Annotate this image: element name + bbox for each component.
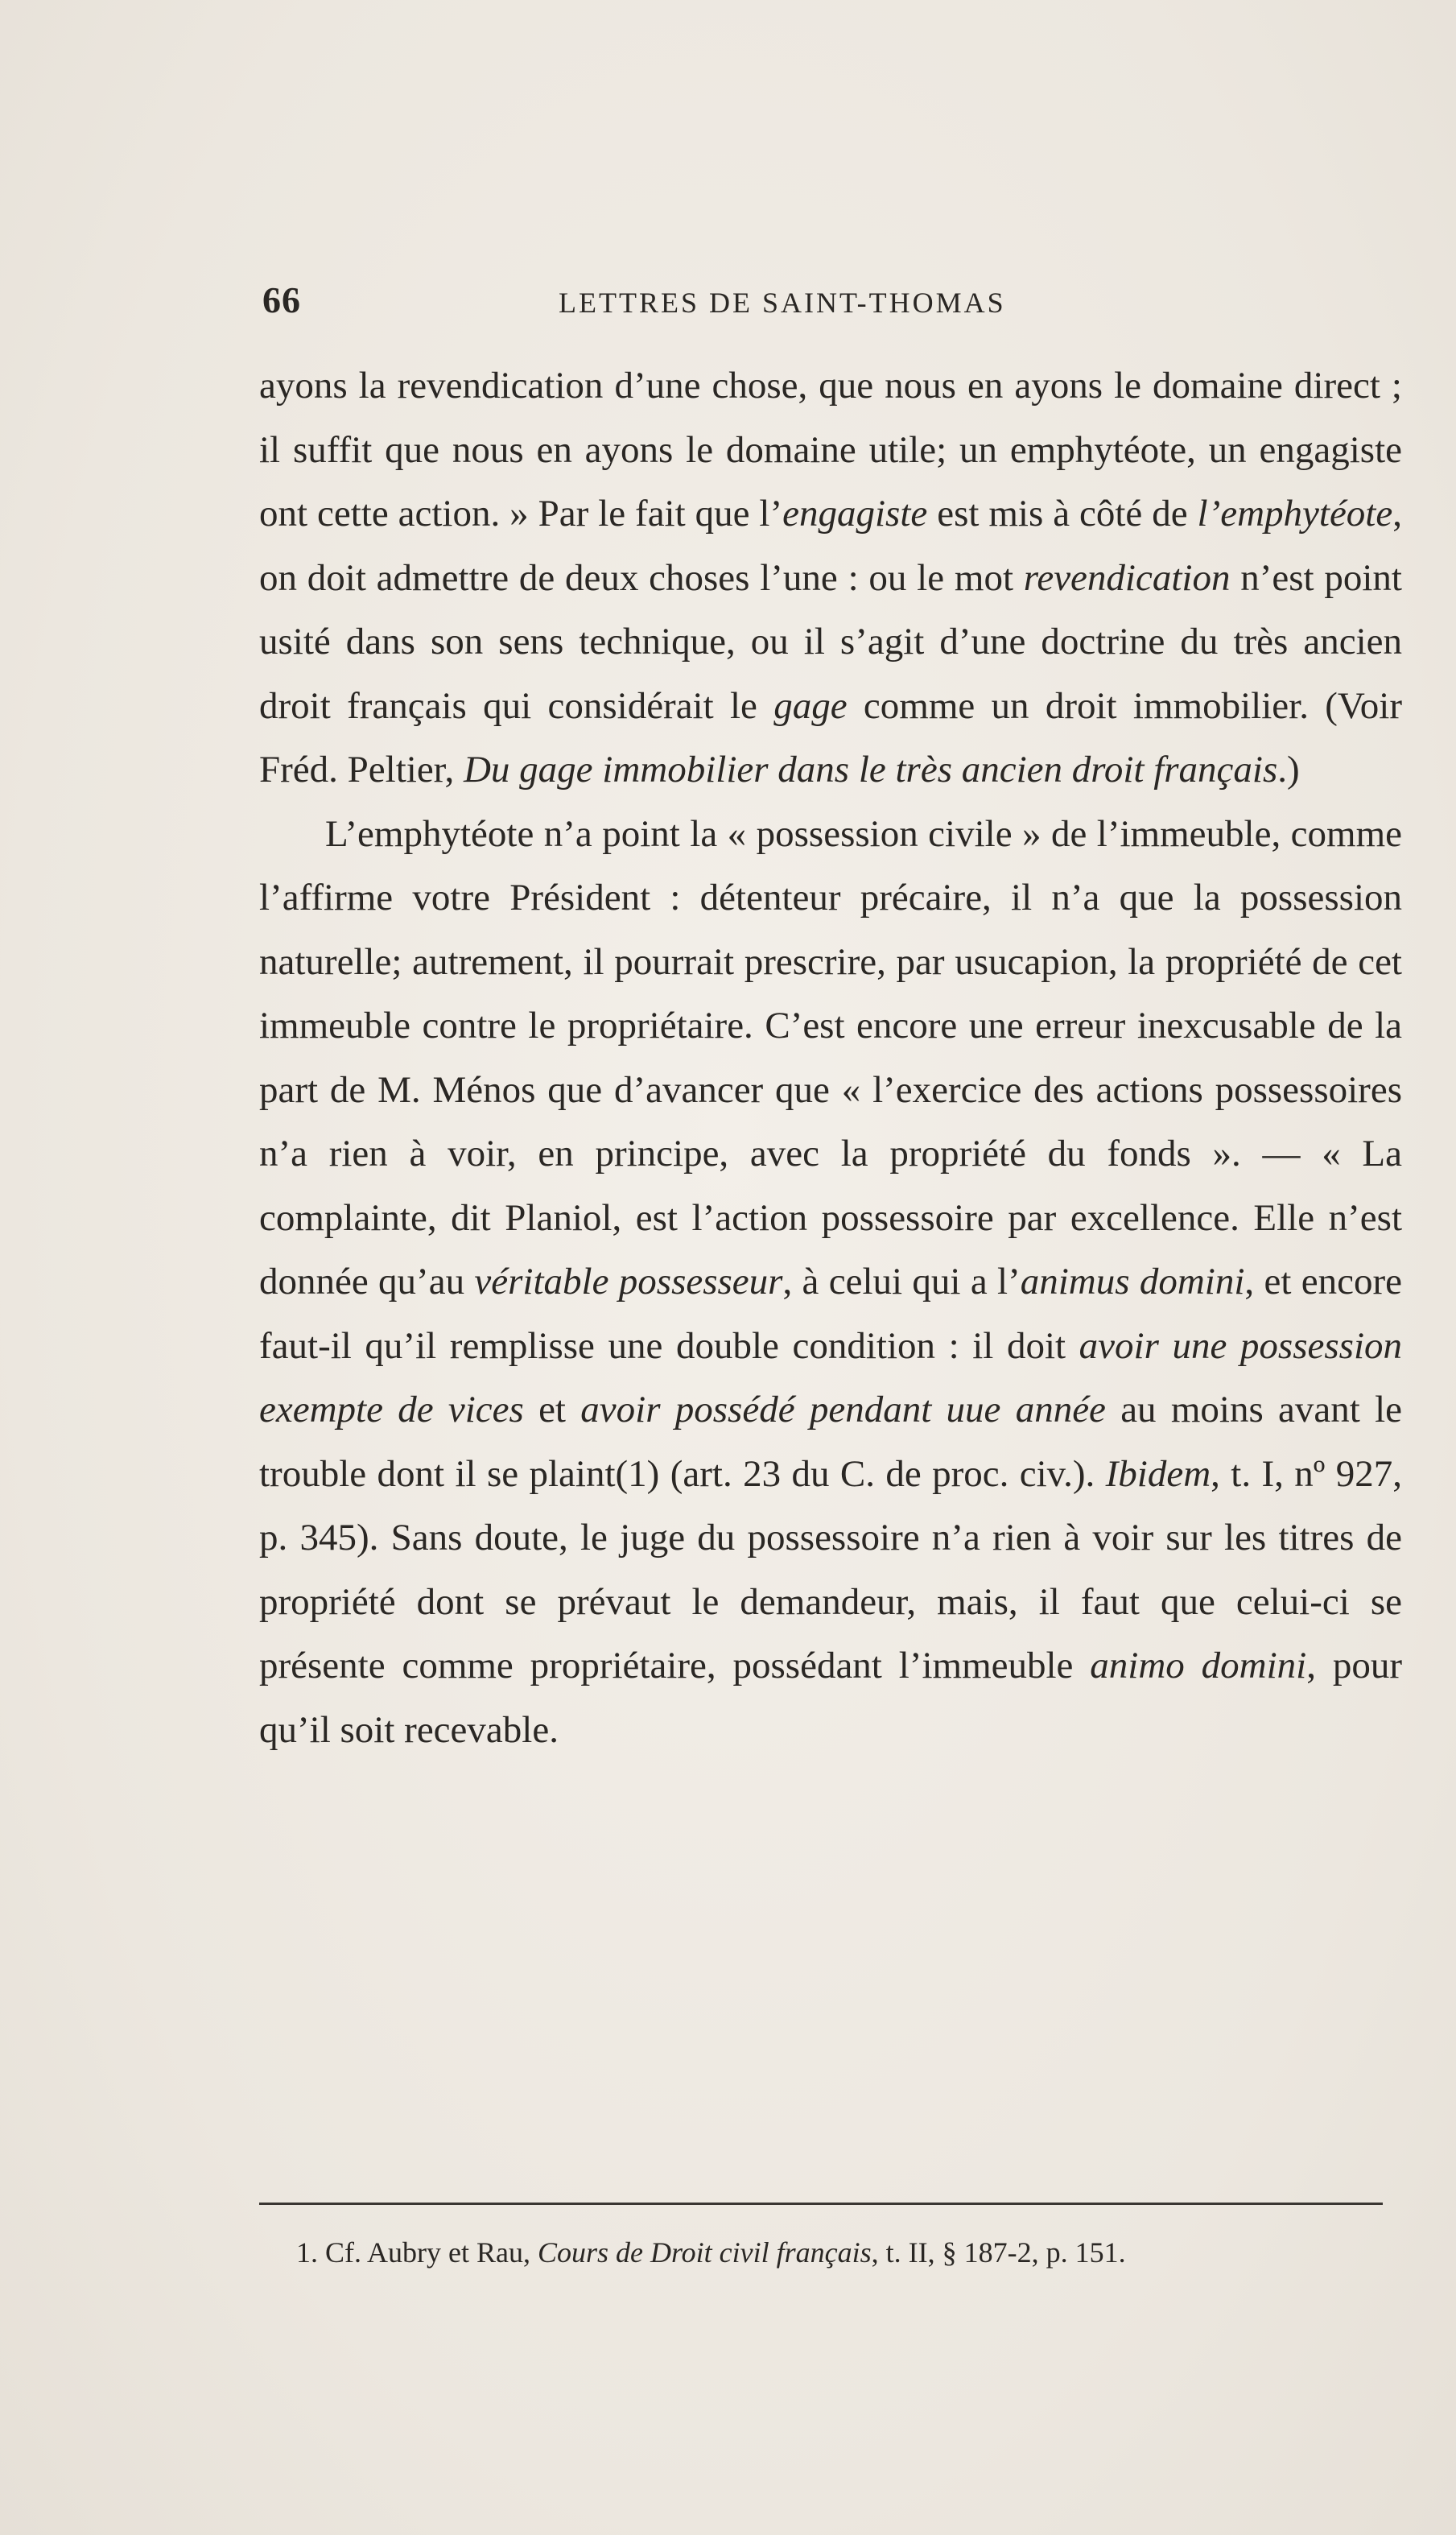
italic-run: gage xyxy=(773,684,848,727)
italic-run: animo domini xyxy=(1090,1645,1307,1687)
text-run: , t. II, § 187-2, p. 151. xyxy=(871,2236,1126,2269)
italic-run: l’emphytéote xyxy=(1197,493,1393,535)
footnote-reference: (1) xyxy=(615,1452,660,1495)
text-run: ayons la revendication d’une chose, que nous en ayons le domaine direct ; il suffit que nous en ayons le domaine utile; un emphytéote, un engagiste ont cette action. » Par le fait que l’ xyxy=(259,365,1402,535)
text-run: , à celui qui a l’ xyxy=(782,1261,1021,1303)
footnote-divider xyxy=(259,2203,1383,2205)
running-title: LETTRES DE SAINT-THOMAS xyxy=(559,287,1006,319)
italic-run: Ibidem xyxy=(1105,1452,1211,1495)
text-run: au moins avant le trouble dont il se plaint xyxy=(259,1389,1403,1495)
text-run: (art. 23 du C. de proc. civ.). xyxy=(659,1452,1106,1495)
italic-run: véritable possesseur xyxy=(474,1261,783,1303)
paragraph-1 xyxy=(259,354,1402,803)
text-run: .) xyxy=(1277,749,1300,791)
italic-run: Cours de Droit civil français xyxy=(537,2236,872,2269)
text-run: comme un droit immobilier. (Voir Fréd. Peltier, xyxy=(259,684,1402,791)
page-number: 66 xyxy=(262,279,301,320)
text-run: 1. Cf. Aubry et Rau, xyxy=(296,2236,538,2269)
italic-run: Du gage immobilier dans le très ancien droit français xyxy=(463,749,1278,791)
text-run: et xyxy=(523,1389,581,1431)
italic-run: avoir possédé pendant uue année xyxy=(580,1389,1106,1431)
text-run: , t. I, nº 927, p. 345). Sans doute, le juge du possessoire n’a rien à voir sur les titres de propriété dont se prévaut le demandeur, mais, il faut que celui-ci se présente comme propriétaire, possédant l’immeuble xyxy=(259,1452,1402,1687)
text-run: L’emphytéote n’a point la « possession civile » de l’immeuble, comme l’affirme votre Président : détenteur précaire, il n’a que la possession naturelle; autrement, il pourrait prescrire, par usucapion, la propriété de cet immeuble contre le propriétaire. C’est encore une erreur inexcusable de la part de M. Ménos que d’avancer que « l’exercice des actions possessoires n’a rien à voir, en principe, avec la propriété du fonds ». — « La complainte, dit Planiol, est l’action possessoire par excellence. Elle n’est donnée qu’au xyxy=(259,812,1402,1303)
text-run: n’est point usité dans son sens technique, ou il s’agit d’une doctrine du très ancien droit français qui considérait le xyxy=(259,556,1402,727)
text-run: , on doit admettre de deux choses l’une : ou le mot xyxy=(259,493,1402,599)
footnote xyxy=(259,2230,1383,2275)
body-text xyxy=(259,354,1402,1762)
page-header xyxy=(262,279,1413,327)
italic-run: revendication xyxy=(1023,556,1231,599)
text-run: est mis à côté de xyxy=(927,493,1198,535)
italic-run: avoir une possession exempte de vices xyxy=(259,1324,1403,1431)
text-run: , pour qu’il soit recevable. xyxy=(259,1645,1402,1751)
text-run: , et encore faut-il qu’il remplisse une double condition : il doit xyxy=(259,1261,1402,1367)
italic-run: engagiste xyxy=(782,493,928,535)
paragraph-2 xyxy=(259,803,1402,1763)
italic-run: animus domini xyxy=(1020,1261,1245,1303)
